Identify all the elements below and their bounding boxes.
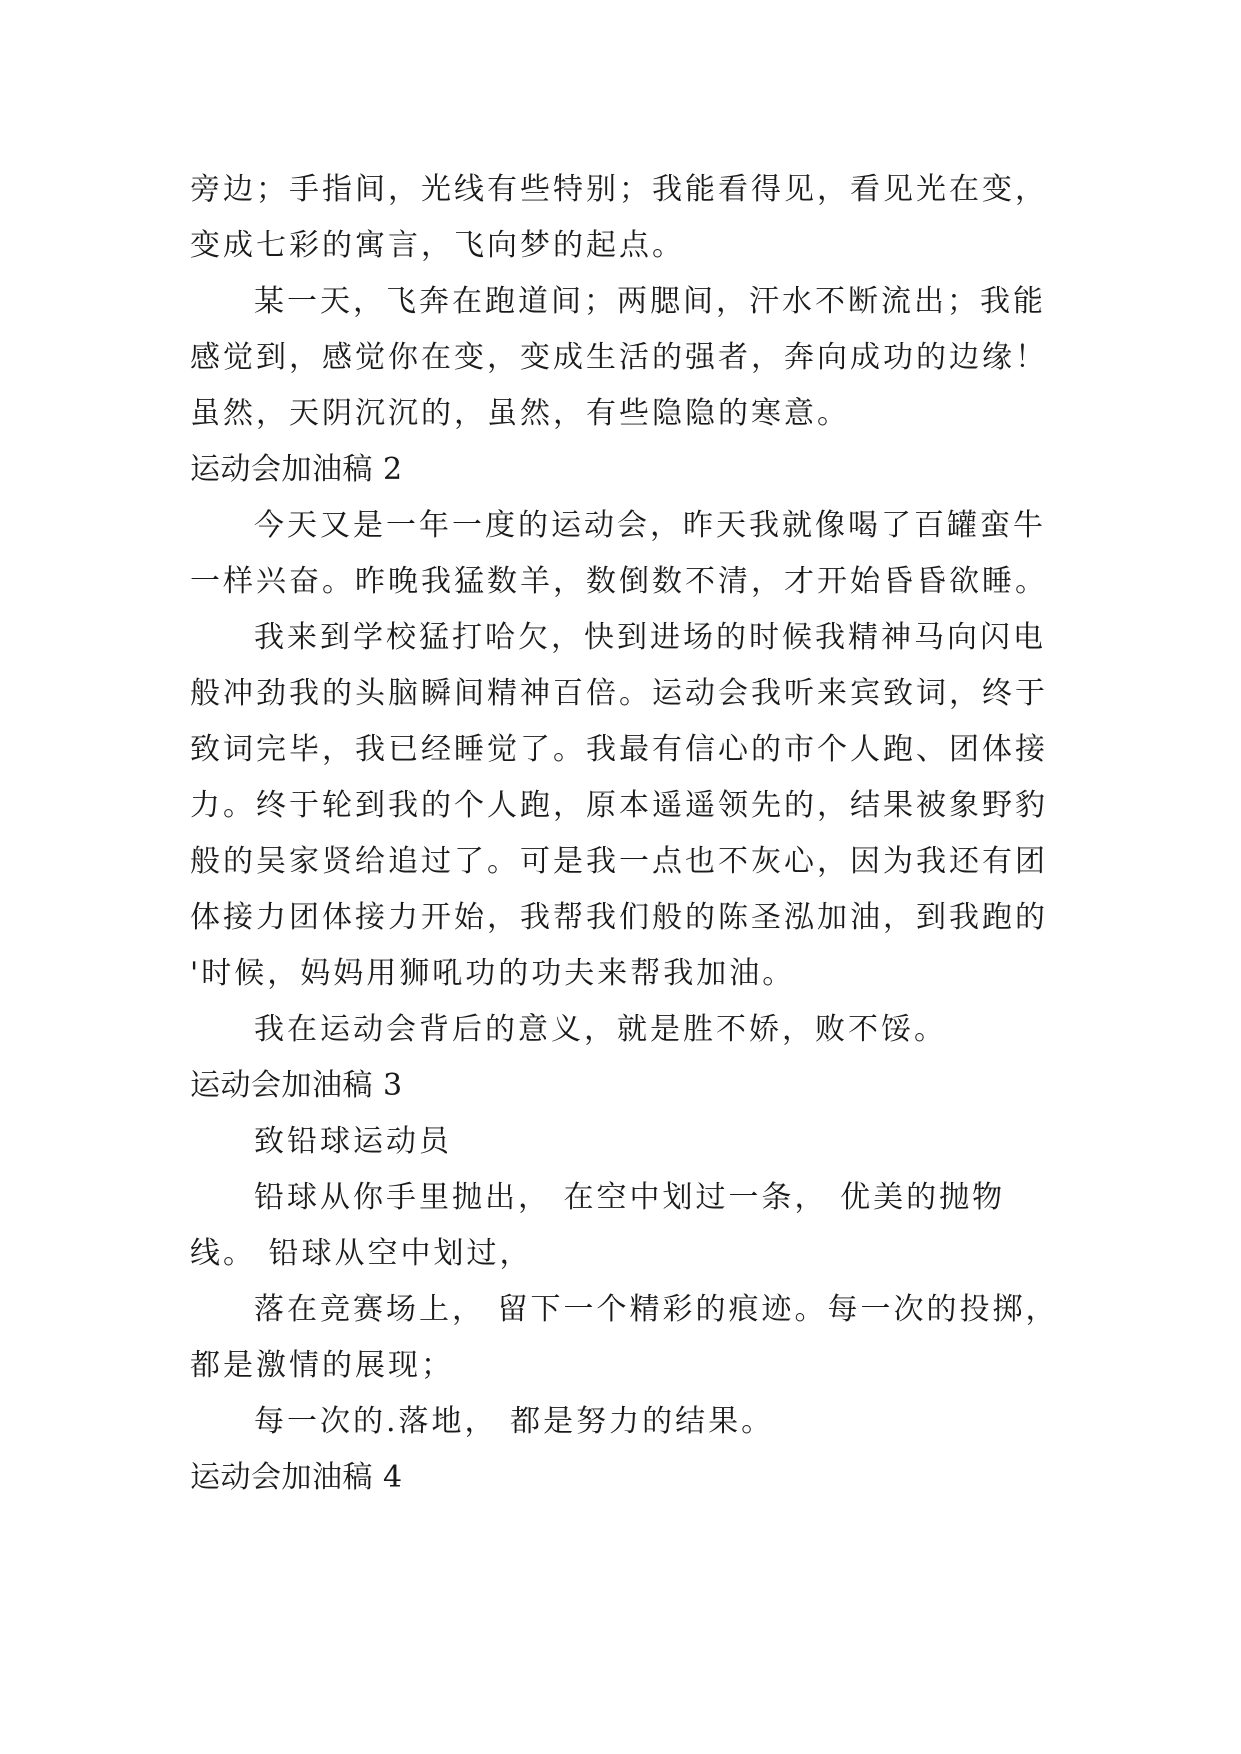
paragraph-line: 体接力团体接力开始，我帮我们般的陈圣泓加油，到我跑的: [190, 900, 1048, 935]
paragraph-line: 每一次的.落地， 都是努力的结果。: [254, 1404, 775, 1439]
paragraph-line: 致词完毕，我已经睡觉了。我最有信心的市个人跑、团体接: [190, 732, 1048, 767]
paragraph-line: 般冲劲我的头脑瞬间精神百倍。运动会我听来宾致词，终于: [190, 676, 1048, 711]
paragraph-line: 感觉到，感觉你在变，变成生活的强者，奔向成功的边缘！: [190, 340, 1048, 375]
poem-title: 致铅球运动员: [254, 1124, 452, 1159]
paragraph-line: 某一天，飞奔在跑道间；两腮间，汗水不断流出；我能: [254, 284, 1046, 319]
paragraph-line: 铅球从你手里抛出， 在空中划过一条， 优美的抛物: [254, 1180, 1006, 1215]
paragraph-line: 线。 铅球从空中划过，: [190, 1236, 533, 1271]
paragraph-line: 落在竞赛场上， 留下一个精彩的痕迹。每一次的投掷，: [254, 1292, 1059, 1327]
section-heading: 运动会加油稿 2: [190, 452, 403, 487]
paragraph-line: 力。终于轮到我的个人跑，原本遥遥领先的，结果被象野豹: [190, 788, 1048, 823]
paragraph-line: 般的吴家贤给追过了。可是我一点也不灰心，因为我还有团: [190, 844, 1048, 879]
section-heading: 运动会加油稿 4: [190, 1460, 403, 1495]
paragraph-line: 我来到学校猛打哈欠，快到进场的时候我精神马向闪电: [254, 620, 1046, 655]
paragraph-line: 我在运动会背后的意义，就是胜不娇，败不馁。: [254, 1012, 947, 1047]
paragraph-line: 今天又是一年一度的运动会，昨天我就像喝了百罐蛮牛: [254, 508, 1046, 543]
paragraph-line: 一样兴奋。昨晚我猛数羊，数倒数不清，才开始昏昏欲睡。: [190, 564, 1048, 599]
paragraph-line: 变成七彩的寓言，飞向梦的起点。: [190, 228, 685, 263]
section-heading: 运动会加油稿 3: [190, 1068, 403, 1103]
paragraph-line: 虽然，天阴沉沉的，虽然，有些隐隐的寒意。: [190, 396, 850, 431]
paragraph-line: 旁边；手指间，光线有些特别；我能看得见，看见光在变，: [190, 172, 1048, 207]
paragraph-line: 都是激情的展现；: [190, 1348, 454, 1383]
paragraph-line: '时候，妈妈用狮吼功的功夫来帮我加油。: [190, 956, 796, 991]
